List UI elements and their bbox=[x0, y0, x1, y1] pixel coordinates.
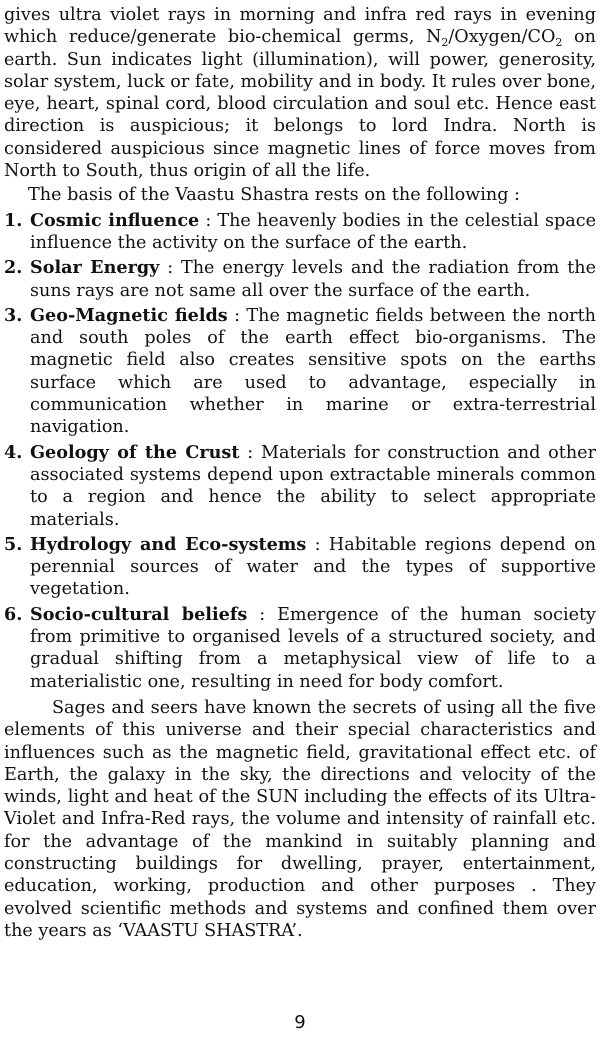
list-item-number: 6. bbox=[4, 603, 23, 625]
vaastu-basis-list bbox=[4, 210, 596, 693]
list-item bbox=[4, 534, 596, 601]
list-item-term: Hydrology and Eco-systems bbox=[30, 533, 307, 555]
list-item bbox=[4, 305, 596, 439]
list-item-text: : Materials for construction and other associated systems depend upon extractable minerals common to a region and hence the ability to select appropriate materials. bbox=[30, 442, 596, 530]
list-item-text: : The heavenly bodies in the celestial space influence the activity on the surface of the earth. bbox=[30, 210, 596, 253]
list-item bbox=[4, 210, 596, 255]
list-item-text: : The magnetic fields between the north and south poles of the earth effect bio-organisms. The magnetic field also creates sensitive spots on the earths surface which are used to advantage, especially in communication whether in marine or extra-terrestrial navigation. bbox=[30, 305, 596, 438]
basis-paragraph: The basis of the Vaastu Shastra rests on the following : bbox=[28, 185, 520, 206]
list-item-number: 1. bbox=[4, 209, 23, 231]
list-item-number: 5. bbox=[4, 533, 23, 555]
list-item-term: Solar Energy bbox=[30, 257, 160, 279]
closing-paragraph: Sages and seers have known the secrets of using all the five elements of this universe and their special characteristics and influences such as the magnetic field, gravitational effect etc. of Earth, the galaxy in the sky, the directions and velocity of the winds, light and heat of the SUN including the effects of its Ultra-Violet and Infra-Red rays, the volume and intensity of rainfall etc. for the advantage of the mankind in suitably planning and constructing buildings for dwelling, prayer, entertainment, education, working, production and other purposes . They evolved scientific methods and systems and confined them over the years as ‘VAASTU SHASTRA’. bbox=[4, 697, 596, 941]
intro-text-part-2: /Oxygen/CO bbox=[448, 27, 556, 48]
list-item-text: : Emergence of the human society from primitive to organised levels of a structured society, and gradual shifting from a metaphysical view of life to a materialistic one, resulting in need for body comfort. bbox=[30, 604, 596, 692]
list-item bbox=[4, 257, 596, 302]
list-item-number: 3. bbox=[4, 304, 23, 326]
intro-text-part-3: on earth. Sun indicates light (illumination), will power, generosity, solar system, luck or fate, mobility and in body. It rules over bone, eye, heart, spinal cord, blood circulation and soul etc. Hence east direction is auspicious; it belongs to lord Indra. North is considered auspicious since magnetic lines of force moves from North to South, thus origin of all the life. bbox=[4, 27, 596, 182]
nitrogen-subscript: 2 bbox=[441, 36, 449, 50]
list-item-term: Geo-Magnetic fields bbox=[30, 304, 228, 326]
list-item bbox=[4, 442, 596, 531]
list-item-term: Socio-cultural beliefs bbox=[30, 603, 248, 625]
list-item-text: : Habitable regions depend on perennial sources of water and the types of supportive vegetation. bbox=[30, 534, 596, 600]
list-item-number: 4. bbox=[4, 441, 23, 463]
list-item bbox=[4, 604, 596, 693]
list-item-term: Geology of the Crust bbox=[30, 441, 240, 463]
page-number: 9 bbox=[294, 1012, 306, 1033]
list-item-text: : The energy levels and the radiation from the suns rays are not same all over the surface of the earth. bbox=[30, 258, 597, 301]
list-item-number: 2. bbox=[4, 257, 23, 279]
intro-paragraph bbox=[4, 4, 596, 182]
intro-text-part-1: gives ultra violet rays in morning and infra red rays in evening which reduce/generate bio-chemical germs, N bbox=[4, 5, 596, 48]
co2-subscript: 2 bbox=[555, 36, 563, 50]
list-item-term: Cosmic influence bbox=[30, 209, 200, 231]
